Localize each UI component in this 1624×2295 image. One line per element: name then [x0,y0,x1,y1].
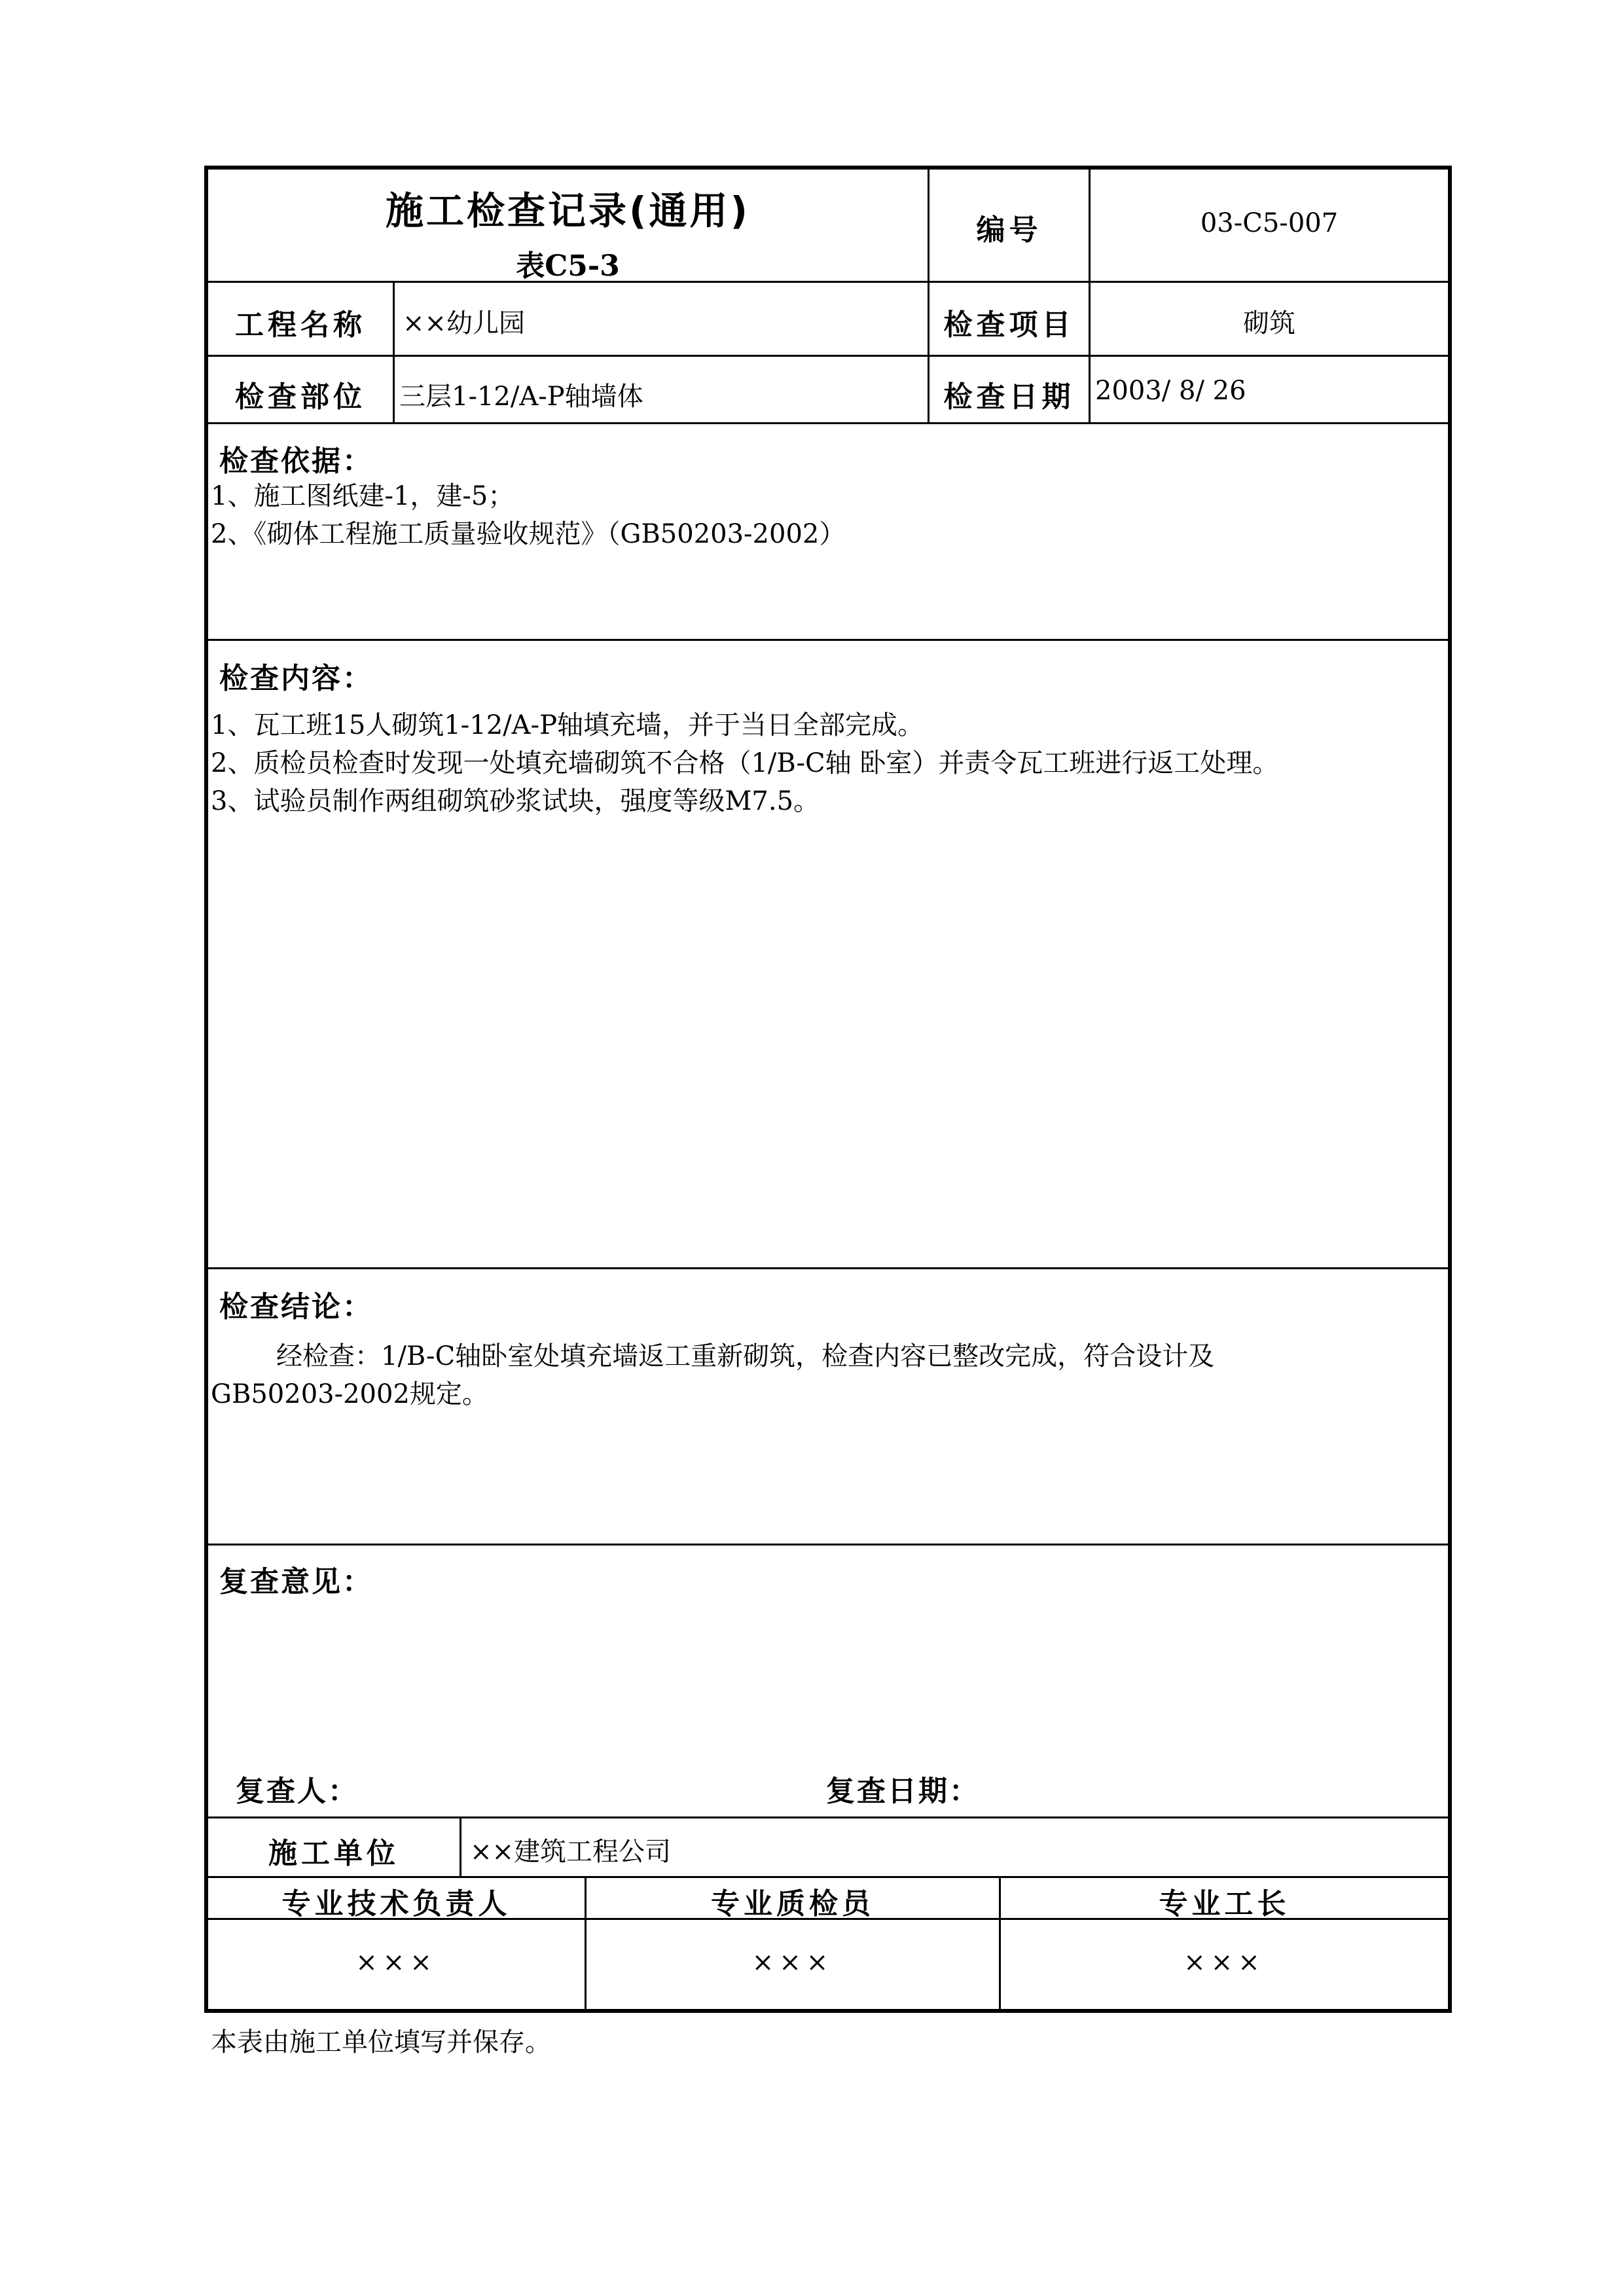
signature-value-foreman: ××× [1183,1947,1265,1978]
basis-heading: 检查依据： [219,444,373,478]
row-divider-basis [204,639,1452,641]
content-line-2: 2、质检员检查时发现一处填充墙砌筑不合格（1/B-C轴 卧室）并责令瓦工班进行返工处理。 [211,748,1279,778]
project-name-label: 工程名称 [235,308,366,342]
basis-line-2: 2、《砌体工程施工质量验收规范》（GB50203-2002） [211,519,846,549]
conclusion-heading: 检查结论： [219,1290,373,1324]
form-subtitle: 表C5-3 [516,249,620,283]
location-value: 三层1-12/A-P轴墙体 [399,382,643,412]
location-label: 检查部位 [235,380,366,414]
number-value: 03-C5-007 [1200,208,1339,238]
signature-header-quality-inspector: 专业质检员 [711,1887,875,1921]
basis-line-1: 1、施工图纸建-1，建-5； [211,481,514,511]
check-item-label: 检查项目 [943,308,1075,342]
row-divider-review [204,1816,1452,1818]
reviewer-label: 复查人： [236,1775,359,1808]
date-label: 检查日期 [943,380,1075,414]
form-title: 施工检查记录(通用) [385,189,751,233]
content-line-3: 3、试验员制作两组砌筑砂浆试块，强度等级M7.5。 [211,786,820,816]
number-label: 编号 [976,213,1042,247]
col-divider-unit-label [460,1816,461,1876]
construction-unit-label: 施工单位 [268,1837,399,1870]
row-divider-conclusion [204,1544,1452,1545]
col-divider-info-label [393,281,395,422]
signature-header-foreman: 专业工长 [1159,1887,1290,1921]
col-divider-number [1089,166,1091,422]
row-divider-content [204,1267,1452,1269]
review-date-label: 复查日期： [826,1775,980,1808]
row-divider-location [204,422,1452,424]
row-divider-unit [204,1876,1452,1878]
review-heading: 复查意见： [219,1565,373,1599]
row-divider-project [204,355,1452,357]
footer-note: 本表由施工单位填写并保存。 [211,2027,551,2057]
construction-unit-value: ××建筑工程公司 [470,1837,672,1867]
date-value: 2003/ 8/ 26 [1095,376,1246,406]
signature-value-tech-lead: ××× [355,1947,437,1978]
content-heading: 检查内容： [219,662,373,695]
signature-value-quality-inspector: ××× [751,1947,834,1978]
project-name-value: ××幼儿园 [403,308,526,338]
conclusion-line-2: GB50203-2002规定。 [211,1379,488,1409]
content-line-1: 1、瓦工班15人砌筑1-12/A-P轴填充墙，并于当日全部完成。 [211,710,924,740]
signature-header-tech-lead: 专业技术负责人 [281,1887,511,1921]
inspection-record-form [204,166,1452,2013]
conclusion-line-1: 经检查：1/B-C轴卧室处填充墙返工重新砌筑，检查内容已整改完成，符合设计及 [276,1341,1215,1371]
check-item-value: 砌筑 [1243,308,1295,338]
